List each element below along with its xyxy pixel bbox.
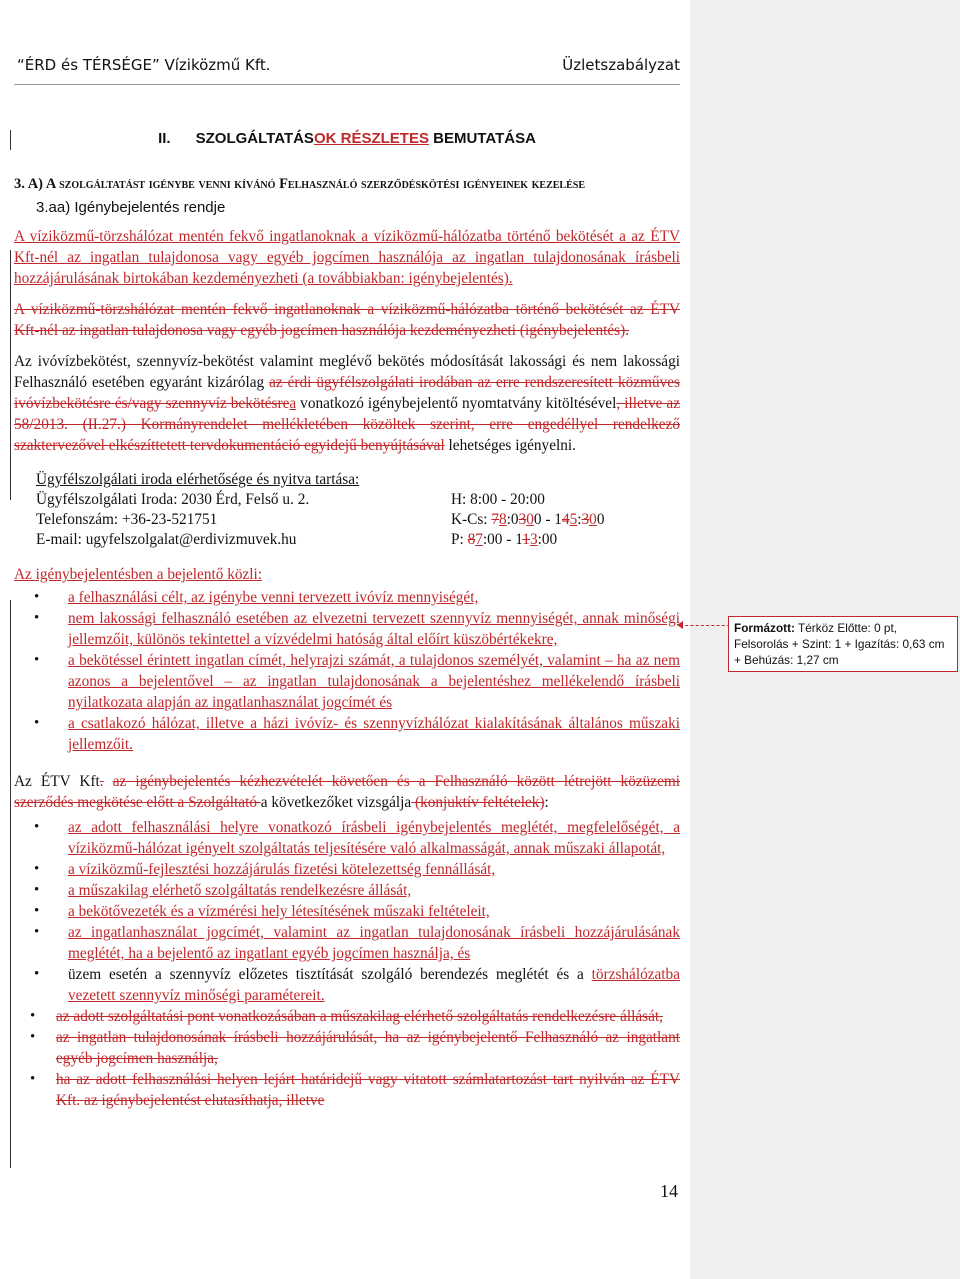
- contact-row: [36, 510, 680, 530]
- bullet-icon: •: [30, 1008, 36, 1024]
- list-item: • az adott felhasználási helyre vonatkozó írásbeli igénybejelentés meglétét, megfelelőségét, a víziközmű-hálózat igényelt szolgáltatás teljesítésére való alkalmasságát, annak műszaki állapotát,: [34, 819, 680, 857]
- bullet-icon: •: [30, 1071, 36, 1087]
- list-item: • az ingatlanhasználat jogcímét, valamint az ingatlan tulajdonosának írásbeli hozzájárulásának meglétét, ha a bejelentő az ingatlant egyéb jogcímen használja, és: [34, 924, 680, 962]
- list-item-deleted: • ha az adott felhasználási helyen lejárt határidejű vagy vitatott számlatartozást tart nyilván az ÉTV Kft. az igénybejelentést elutasíthatja, illetve: [30, 1071, 680, 1109]
- change-bar: [10, 130, 11, 150]
- contact-title: Ügyfélszolgálati iroda elérhetősége és nyitva tartása:: [36, 471, 360, 488]
- comment-label: Formázott:: [734, 621, 795, 635]
- list-item: • a víziközmű-fejlesztési hozzájárulás fizetési kötelezettség fennállását,: [34, 861, 496, 878]
- bullet-icon: •: [34, 652, 40, 668]
- list-item: • nem lakossági felhasználó esetében az elvezetni tervezett szennyvíz mennyiségét, annak minőségi jellemzőit, különös tekintettel a vízvédelmi hatóság által előírt küszöbértékekre,: [34, 610, 680, 648]
- notification-list: [14, 587, 680, 755]
- paragraph-inserted: A víziközmű-törzshálózat mentén fekvő ingatlanoknak a víziközmű-hálózatba történő bekötését a az ÉTV Kft-nél az ingatlan tulajdonosa vagy egyéb jogcímen használója az ingatlan tulajdonosának írásbeli hozzájárulásának birtokában kezdeményezheti (a továbbiakban: igénybejelentés).: [14, 228, 680, 287]
- comment-arrow-icon: [677, 621, 683, 629]
- email-address: E-mail: ugyfelszolgalat@erdivizmuvek.hu: [36, 531, 297, 548]
- header-rule: [14, 84, 680, 85]
- change-bar: [10, 600, 11, 1168]
- hours-tue-thu: K-Cs: 78:0300 - 145:300: [451, 511, 605, 528]
- bullet-icon: •: [30, 1029, 36, 1045]
- contact-block: [36, 470, 680, 550]
- bullet-icon: •: [34, 966, 40, 982]
- list-item: • a műszakilag elérhető szolgáltatás rendelkezésre állását,: [34, 882, 412, 899]
- office-address: Ügyfélszolgálati Iroda: 2030 Érd, Felső u. 2.: [36, 491, 310, 508]
- list-item-deleted: • az adott szolgáltatási pont vonatkozásában a műszakilag elérhető szolgáltatás rendelkezésre állását,: [30, 1008, 663, 1025]
- bullet-icon: •: [34, 819, 40, 835]
- bullet-icon: •: [34, 715, 40, 731]
- bullet-icon: •: [34, 882, 40, 898]
- subsection-heading: 3. A) A szolgáltatást igénybe venni kívánó Felhasználó szerződéskötési igényeinek kezelése: [14, 176, 586, 192]
- inserted-text: OK RÉSZLETES: [313, 130, 429, 147]
- contact-row: [36, 490, 680, 510]
- comment-connector: [680, 625, 730, 626]
- paragraph-examination: Az ÉTV Kft. az igénybejelentés kézhezvételét követően és a Felhasználó között létrejött közüzemi szerződés megkötése előtt a Szolgáltató a következőket vizsgálja (konjuktív feltételek):: [14, 773, 681, 811]
- subsubsection-heading: 3.aa) Igénybejelentés rendje: [36, 199, 226, 216]
- change-bar: [10, 250, 11, 500]
- bullet-icon: •: [34, 861, 40, 877]
- list-item: • a csatlakozó hálózat, illetve a házi ivóvíz- és szennyvízhálózat kialakításának általános műszaki jellemzőit.: [34, 715, 680, 753]
- formatting-comment[interactable]: [728, 616, 958, 672]
- comment-text: Térköz Előtte: 0 pt, Felsorolás + Szint: 1 + Igazítás: 0,63 cm + Behúzás: 1,27 cm: [734, 621, 945, 667]
- hours-monday: H: 8:00 - 20:00: [451, 491, 545, 508]
- examination-list: [14, 817, 680, 1111]
- header-doc-title: Üzletszabályzat: [562, 56, 680, 74]
- list-item: • a bekötéssel érintett ingatlan címét, helyrajzi számát, a tulajdonos személyét, valamint – ha az nem azonos a bejelentővel – az ingatlan tulajdonosának a bejelentéshez mellékelendő írásbeli nyilatkozata alapján az ingatlanhasználat jogcímét és: [34, 652, 680, 711]
- list-lead: Az igénybejelentésben a bejelentő közli:: [14, 566, 263, 583]
- list-item: • a bekötővezeték és a vízmérési hely létesítésének műszaki feltételeit,: [34, 903, 490, 920]
- section-heading: II. SZOLGÁLTATÁSOK RÉSZLETES BEMUTATÁSA: [158, 130, 536, 147]
- paragraph-connection-request: Az ivóvízbekötést, szennyvíz-bekötést valamint meglévő bekötés módosítását lakossági és nem lakossági Felhasználó esetében egyaránt kizárólag az érdi ügyfélszolgálati irodában az erre rendszeresített közműves ivóvízbekötésre és/vagy szennyvíz bekötésrea vonatkozó igénybejelentő nyomtatvány kitöltésével, illetve az 58/2013. (II.27.) Kormányrendelet mellékletében közöltek szerint, erre engedéllyel rendelkező szaktervezővel elkészíttetett tervdokumentáció egyidejű benyújtásával lehetséges igényelni.: [14, 353, 681, 454]
- bullet-icon: •: [34, 589, 40, 605]
- hours-friday: P: 87:00 - 113:00: [451, 531, 558, 548]
- document-body: [14, 92, 680, 1111]
- contact-row: [36, 530, 680, 550]
- phone-number: Telefonszám: +36-23-521751: [36, 511, 218, 528]
- page-number: 14: [660, 1181, 678, 1201]
- list-item: • a felhasználási célt, az igénybe venni tervezett ivóvíz mennyiségét,: [34, 589, 479, 606]
- bullet-icon: •: [34, 610, 40, 626]
- bullet-icon: •: [34, 924, 40, 940]
- header-company: “ÉRD és TÉRSÉGE” Víziközmű Kft.: [17, 56, 271, 74]
- bullet-icon: •: [34, 903, 40, 919]
- paragraph-deleted: A víziközmű-törzshálózat mentén fekvő ingatlanoknak a víziközmű-hálózatba történő bekötését az ÉTV Kft-nél az ingatlan tulajdonosa vagy egyéb jogcímen használója kezdeményezheti (igénybejelentés).: [14, 301, 680, 339]
- list-item: • üzem esetén a szennyvíz előzetes tisztítását szolgáló berendezés meglétét és a törzshálózatba vezetett szennyvíz minőségi paramétereit.: [34, 966, 680, 1004]
- list-item-deleted: • az ingatlan tulajdonosának írásbeli hozzájárulását, ha az igénybejelentő Felhasználó az ingatlant egyéb jogcímen használja,: [30, 1029, 680, 1067]
